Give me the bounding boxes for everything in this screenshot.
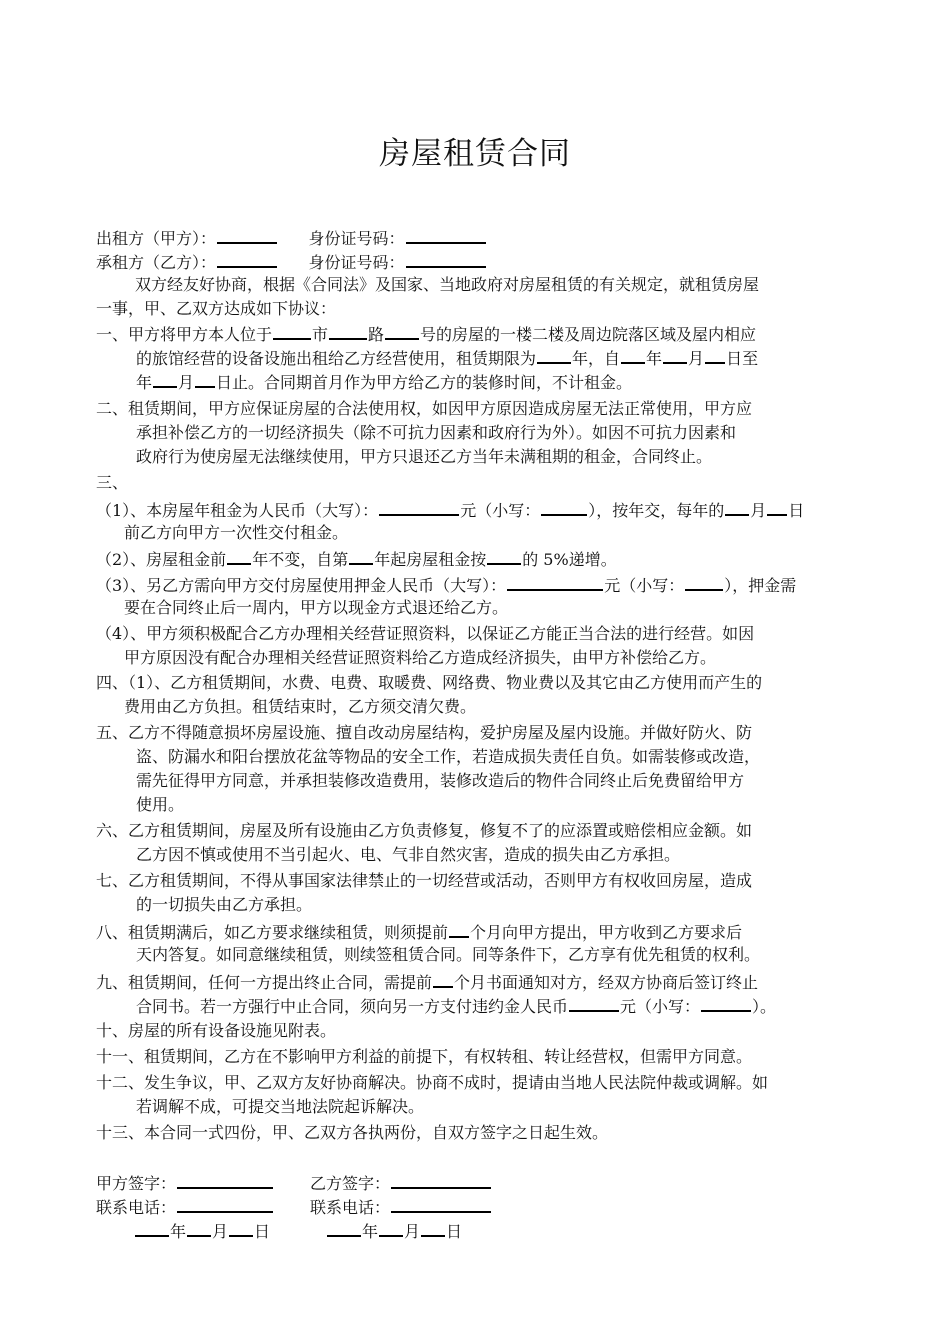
clause-3-text: 元（小写： [460,501,541,520]
clause-1-text: 号的房屋的一楼二楼及周边院落区域及屋内相应 [420,325,757,344]
clause-3-text: 月 [750,501,767,520]
start-month-blank[interactable] [663,345,687,364]
clause-3-heading: 三、 [96,473,129,492]
lessee-id-blank[interactable] [406,249,486,268]
clause-3-text: 的 5%递增。 [522,550,617,569]
party-a-phone-label: 联系电话： [96,1198,177,1217]
day-label: 日 [254,1222,271,1241]
intro-line-1: 双方经友好协商，根据《合同法》及国家、当地政府对房屋租赁的有关规定，就租赁房屋 [135,275,760,294]
party-a-date-row [134,1218,270,1244]
clause-3-text: 元（小写： [604,576,685,595]
clause-9-text: 合同书。若一方强行中止合同，须向另一方支付违约金人民币 [136,997,569,1016]
clause-7-line-2: 的一切损失由乙方承担。 [136,895,313,914]
party-b-phone-row [310,1194,492,1220]
year-label: 年 [170,1222,187,1241]
fixed-years-blank[interactable] [227,546,251,565]
clause-13: 十三、本合同一式四份，甲、乙双方各执两份，自双方签字之日起生效。 [96,1123,609,1142]
clause-6-line-2: 乙方因不慎或使用不当引起火、电、气非自然灾害，造成的损失由乙方承担。 [136,845,681,864]
clause-8-line-2: 天内答复。如同意继续租赁，则续签租赁合同。同等条件下，乙方享有优先租赁的权利。 [136,945,761,964]
clause-8-text: 八、租赁期满后，如乙方要求继续租赁，则须提前 [96,923,449,942]
end-month-blank[interactable] [153,369,177,388]
clause-9-line-2 [136,993,856,1019]
party-b-signature-row [310,1170,492,1196]
pay-month-blank[interactable] [725,497,749,516]
lessee-id-label: 身份证号码： [308,253,405,272]
clause-5-line-3: 需先征得甲方同意，并承担装修改造费用，装修改造后的物件合同终止后免费留给甲方 [136,771,745,790]
clause-11: 十一、租赁期间，乙方在不影响甲方利益的前提下，有权转租、转让经营权，但需甲方同意。 [96,1047,753,1066]
party-b-year-blank[interactable] [327,1218,361,1237]
annual-rent-number-blank[interactable] [541,497,587,516]
road-blank[interactable] [329,321,367,340]
clause-8-line-1 [96,919,856,945]
clause-3-text: ），押金需 [724,576,797,595]
annual-rent-words-blank[interactable] [379,497,459,516]
lessor-id-blank[interactable] [406,225,486,244]
clause-1-text: 日至 [726,349,759,368]
day-label: 日 [446,1222,463,1241]
clause-12-line-2: 若调解不成，可提交当地法院起诉解决。 [136,1097,425,1116]
start-day-blank[interactable] [705,345,725,364]
clause-3-text: （2）、房屋租金前 [96,550,227,569]
clause-2-line-3: 政府行为使房屋无法继续使用，甲方只退还乙方当年未满租期的租金，合同终止。 [136,447,713,466]
clause-9-text: ）。 [752,997,777,1016]
clause-1-text: 市 [312,325,329,344]
month-label: 月 [404,1222,421,1241]
lessee-row [96,249,856,275]
clause-1-text: 月 [178,373,195,392]
clause-3-text: （3）、另乙方需向甲方交付房屋使用押金人民币（大写）： [96,576,507,595]
clause-10: 十、房屋的所有设备设施见附表。 [96,1021,337,1040]
clause-1-text: 年 [646,349,663,368]
clause-3-text: ），按年交，每年的 [588,501,725,520]
party-b-sign-label: 乙方签字： [310,1174,391,1193]
lessor-row [96,225,856,251]
clause-9-text: 元（小写： [620,997,701,1016]
clause-5-line-2: 盗、防漏水和阳台摆放花盆等物品的安全工作，若造成损失责任自负。如需装修或改造， [136,747,761,766]
clause-3-4-line-1: （4）、甲方须积极配合乙方办理相关经营证照资料，以保证乙方能正当合法的进行经营。如因 [96,624,755,643]
intro-line-2: 一事，甲、乙双方达成如下协议： [96,299,337,318]
party-a-year-blank[interactable] [135,1218,169,1237]
clause-1-line-3 [136,369,856,395]
clause-3-4-line-2: 甲方原因没有配合办理相关经营证照资料给乙方造成经济损失，由甲方补偿给乙方。 [124,648,717,667]
city-blank[interactable] [273,321,311,340]
clause-3-1-line-2: 前乙方向甲方一次性交付租金。 [124,523,349,542]
clause-5-line-4: 使用。 [136,795,185,814]
deposit-words-blank[interactable] [507,572,603,591]
party-b-sign-blank[interactable] [391,1170,491,1189]
clause-2-line-1: 二、租赁期间，甲方应保证房屋的合法使用权，如因甲方原因造成房屋无法正常使用，甲方应 [96,399,753,418]
party-b-phone-label: 联系电话： [310,1198,391,1217]
party-b-month-blank[interactable] [379,1218,403,1237]
clause-1-line-2 [136,345,856,371]
clause-3-2-line [96,546,856,572]
clause-1-text: 日止。合同期首月作为甲方给乙方的装修时间，不计租金。 [216,373,633,392]
lessor-id-label: 身份证号码： [308,229,405,248]
clause-6-line-1: 六、乙方租赁期间，房屋及所有设施由乙方负责修复，修复不了的应添置或赔偿相应金额。如 [96,821,753,840]
increase-year-blank[interactable] [349,546,373,565]
clause-3-text: （1）、本房屋年租金为人民币（大写）： [96,501,379,520]
clause-8-text: 个月向甲方提出，甲方收到乙方要求后 [470,923,743,942]
party-a-phone-row [96,1194,274,1220]
clause-1-text: 年 [136,373,153,392]
clause-1-text: 一、甲方将甲方本人位于 [96,325,273,344]
renewal-notice-months-blank[interactable] [449,919,469,938]
party-a-phone-blank[interactable] [177,1194,273,1213]
clause-4-line-2: 费用由乙方负担。租赁结束时，乙方须交清欠费。 [124,697,477,716]
clause-9-text: 个月书面通知对方，经双方协商后签订终止 [454,973,759,992]
start-year-blank[interactable] [621,345,645,364]
clause-4-line-1: 四、（1）、乙方租赁期间，水费、电费、取暖费、网络费、物业费以及其它由乙方使用而产生的 [96,673,763,692]
lessor-name-blank[interactable] [217,225,277,244]
termination-notice-months-blank[interactable] [433,969,453,988]
lessor-label: 出租方（甲方）： [96,229,217,248]
clause-2-line-2: 承担补偿乙方的一切经济损失（除不可抗力因素和政府行为外）。如因不可抗力因素和 [136,423,737,442]
deposit-number-blank[interactable] [685,572,723,591]
clause-1-text: 的旅馆经营的设备设施出租给乙方经营使用，租赁期限为 [136,349,537,368]
clause-3-1-line-1 [96,497,856,523]
party-a-sign-blank[interactable] [177,1170,273,1189]
number-blank[interactable] [385,321,419,340]
clause-3-text: 年不变，自第 [252,550,349,569]
year-label: 年 [362,1222,379,1241]
clause-1-text: 路 [368,325,385,344]
lessee-label: 承租方（乙方）： [96,253,217,272]
end-day-blank[interactable] [195,369,215,388]
clause-12-line-1: 十二、发生争议，甲、乙双方友好协商解决。协商不成时，提请由当地人民法院仲裁或调解。如 [96,1073,769,1092]
clause-1-line-1 [96,321,856,347]
term-years-blank[interactable] [537,345,571,364]
party-b-day-blank[interactable] [421,1218,445,1237]
party-a-signature-row [96,1170,274,1196]
party-a-month-blank[interactable] [187,1218,211,1237]
clause-1-text: 年，自 [572,349,621,368]
party-b-phone-blank[interactable] [391,1194,491,1213]
pay-day-blank[interactable] [767,497,787,516]
clause-5-line-1: 五、乙方不得随意损坏房屋设施、擅自改动房屋结构，爱护房屋及屋内设施。并做好防火、防 [96,723,753,742]
lessee-name-blank[interactable] [217,249,277,268]
clause-7-line-1: 七、乙方租赁期间，不得从事国家法律禁止的一切经营或活动，否则甲方有权收回房屋，造成 [96,871,753,890]
penalty-words-blank[interactable] [569,993,619,1012]
month-label: 月 [212,1222,229,1241]
clause-9-text: 九、租赁期间，任何一方提出终止合同，需提前 [96,973,433,992]
penalty-number-blank[interactable] [701,993,751,1012]
document-title: 房屋租赁合同 [379,136,571,172]
clause-3-3-line-1 [96,572,856,598]
clause-1-text: 月 [688,349,705,368]
clause-3-text: 年起房屋租金按 [374,550,487,569]
clause-3-3-line-2: 要在合同终止后一周内，甲方以现金方式退还给乙方。 [124,598,509,617]
party-b-date-row [326,1218,462,1244]
party-a-sign-label: 甲方签字： [96,1174,177,1193]
increase-base-blank[interactable] [487,546,521,565]
clause-9-line-1 [96,969,856,995]
party-a-day-blank[interactable] [229,1218,253,1237]
clause-3-text: 日 [788,501,805,520]
